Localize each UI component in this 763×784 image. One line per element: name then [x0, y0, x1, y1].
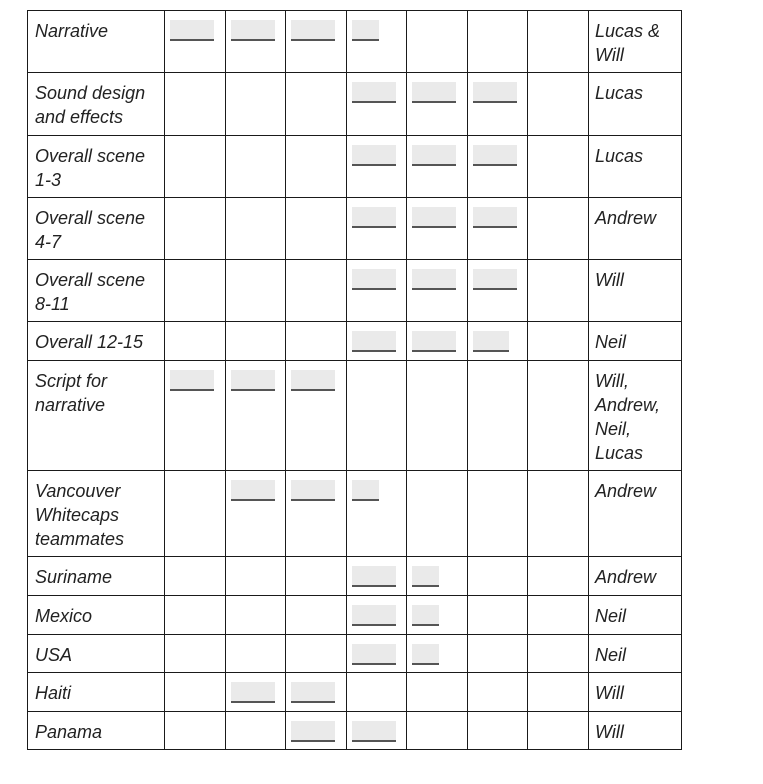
owner-cell: Lucas — [589, 73, 682, 136]
schedule-cell — [165, 198, 226, 260]
schedule-cell — [407, 260, 468, 322]
table-row — [28, 11, 682, 73]
schedule-cell — [165, 136, 226, 198]
schedule-cell — [347, 673, 407, 712]
schedule-mark — [473, 145, 517, 166]
schedule-mark — [352, 480, 379, 501]
schedule-cell — [226, 136, 286, 198]
schedule-cell — [165, 712, 226, 750]
schedule-mark — [352, 269, 396, 290]
schedule-cell — [165, 557, 226, 596]
schedule-cell — [226, 471, 286, 557]
schedule-cell — [226, 712, 286, 750]
owner-cell: Andrew — [589, 557, 682, 596]
task-name-cell: Narrative — [28, 11, 165, 73]
owner-cell: Will — [589, 673, 682, 712]
schedule-cell — [528, 712, 589, 750]
schedule-cell — [407, 198, 468, 260]
schedule-cell — [286, 260, 347, 322]
schedule-cell — [528, 260, 589, 322]
owner-cell: Neil — [589, 635, 682, 673]
schedule-cell — [226, 198, 286, 260]
schedule-mark — [412, 145, 456, 166]
schedule-cell — [528, 557, 589, 596]
schedule-cell — [468, 596, 528, 635]
schedule-cell — [468, 322, 528, 361]
task-name-cell: Suriname — [28, 557, 165, 596]
schedule-cell — [347, 557, 407, 596]
schedule-cell — [347, 596, 407, 635]
owner-cell: Neil — [589, 596, 682, 635]
schedule-mark — [352, 20, 379, 41]
schedule-mark — [291, 20, 335, 41]
schedule-mark — [352, 644, 396, 665]
schedule-cell — [528, 11, 589, 73]
schedule-cell — [528, 596, 589, 635]
schedule-mark — [352, 721, 396, 742]
task-name-cell: Haiti — [28, 673, 165, 712]
schedule-cell — [528, 673, 589, 712]
table-row — [28, 322, 682, 361]
owner-cell: Will, Andrew, Neil, Lucas — [589, 361, 682, 471]
table-row — [28, 471, 682, 557]
schedule-cell — [407, 635, 468, 673]
schedule-cell — [468, 471, 528, 557]
schedule-mark — [352, 145, 396, 166]
owner-cell: Lucas & Will — [589, 11, 682, 73]
task-name-cell: Overall scene 4-7 — [28, 198, 165, 260]
schedule-cell — [286, 673, 347, 712]
schedule-cell — [468, 635, 528, 673]
table-row — [28, 557, 682, 596]
schedule-cell — [226, 596, 286, 635]
task-schedule-table — [27, 10, 682, 750]
schedule-cell — [286, 361, 347, 471]
schedule-cell — [528, 635, 589, 673]
task-name-cell: Mexico — [28, 596, 165, 635]
schedule-mark — [231, 682, 275, 703]
table-row — [28, 260, 682, 322]
schedule-mark — [231, 370, 275, 391]
schedule-mark — [352, 566, 396, 587]
owner-cell: Neil — [589, 322, 682, 361]
task-name-cell: Panama — [28, 712, 165, 750]
schedule-cell — [286, 471, 347, 557]
schedule-cell — [165, 73, 226, 136]
owner-cell: Lucas — [589, 136, 682, 198]
table-row — [28, 73, 682, 136]
schedule-mark — [291, 721, 335, 742]
schedule-mark — [352, 207, 396, 228]
schedule-mark — [291, 370, 335, 391]
schedule-cell — [165, 11, 226, 73]
schedule-cell — [226, 260, 286, 322]
schedule-cell — [468, 260, 528, 322]
schedule-cell — [226, 673, 286, 712]
table-row — [28, 673, 682, 712]
table-row — [28, 136, 682, 198]
schedule-mark — [473, 331, 509, 352]
schedule-cell — [347, 712, 407, 750]
schedule-cell — [347, 471, 407, 557]
schedule-mark — [352, 331, 396, 352]
schedule-mark — [412, 207, 456, 228]
schedule-cell — [286, 73, 347, 136]
task-name-cell: Overall scene 1-3 — [28, 136, 165, 198]
schedule-cell — [347, 260, 407, 322]
owner-cell: Andrew — [589, 198, 682, 260]
schedule-mark — [412, 605, 439, 626]
schedule-mark — [473, 82, 517, 103]
schedule-mark — [352, 82, 396, 103]
schedule-cell — [468, 11, 528, 73]
schedule-mark — [412, 269, 456, 290]
schedule-cell — [347, 198, 407, 260]
schedule-cell — [468, 73, 528, 136]
schedule-cell — [226, 635, 286, 673]
schedule-mark — [352, 605, 396, 626]
table-row — [28, 635, 682, 673]
schedule-cell — [226, 557, 286, 596]
schedule-mark — [412, 566, 439, 587]
schedule-cell — [286, 596, 347, 635]
schedule-cell — [226, 322, 286, 361]
schedule-cell — [165, 322, 226, 361]
schedule-mark — [170, 370, 214, 391]
owner-cell: Will — [589, 260, 682, 322]
schedule-cell — [528, 73, 589, 136]
task-name-cell: Vancouver Whitecaps teammates — [28, 471, 165, 557]
schedule-mark — [291, 682, 335, 703]
schedule-cell — [165, 635, 226, 673]
schedule-mark — [473, 207, 517, 228]
schedule-cell — [165, 471, 226, 557]
schedule-cell — [528, 136, 589, 198]
schedule-cell — [165, 260, 226, 322]
task-name-cell: Script for narrative — [28, 361, 165, 471]
task-name-cell: Overall scene 8-11 — [28, 260, 165, 322]
schedule-cell — [528, 322, 589, 361]
schedule-cell — [468, 198, 528, 260]
schedule-cell — [286, 322, 347, 361]
schedule-cell — [407, 557, 468, 596]
schedule-cell — [468, 712, 528, 750]
schedule-cell — [286, 712, 347, 750]
schedule-cell — [407, 322, 468, 361]
schedule-cell — [528, 198, 589, 260]
schedule-cell — [347, 136, 407, 198]
schedule-mark — [412, 82, 456, 103]
schedule-cell — [407, 73, 468, 136]
schedule-cell — [286, 198, 347, 260]
schedule-cell — [286, 11, 347, 73]
schedule-cell — [468, 136, 528, 198]
schedule-cell — [347, 322, 407, 361]
schedule-mark — [231, 20, 275, 41]
schedule-cell — [347, 361, 407, 471]
schedule-mark — [412, 331, 456, 352]
schedule-cell — [286, 635, 347, 673]
schedule-cell — [407, 136, 468, 198]
schedule-cell — [407, 361, 468, 471]
table-row — [28, 712, 682, 750]
schedule-cell — [407, 673, 468, 712]
schedule-cell — [226, 73, 286, 136]
schedule-cell — [347, 635, 407, 673]
schedule-mark — [412, 644, 439, 665]
schedule-cell — [468, 557, 528, 596]
schedule-cell — [468, 361, 528, 471]
schedule-cell — [407, 712, 468, 750]
task-name-cell: Sound design and effects — [28, 73, 165, 136]
schedule-cell — [226, 11, 286, 73]
schedule-cell — [347, 73, 407, 136]
schedule-cell — [165, 673, 226, 712]
task-name-cell: USA — [28, 635, 165, 673]
schedule-cell — [407, 596, 468, 635]
schedule-mark — [231, 480, 275, 501]
schedule-cell — [528, 471, 589, 557]
schedule-cell — [347, 11, 407, 73]
schedule-mark — [170, 20, 214, 41]
owner-cell: Andrew — [589, 471, 682, 557]
schedule-cell — [528, 361, 589, 471]
owner-cell: Will — [589, 712, 682, 750]
schedule-cell — [407, 11, 468, 73]
schedule-mark — [473, 269, 517, 290]
schedule-cell — [165, 361, 226, 471]
schedule-cell — [226, 361, 286, 471]
schedule-cell — [407, 471, 468, 557]
table-row — [28, 198, 682, 260]
table-row — [28, 596, 682, 635]
task-name-cell: Overall 12-15 — [28, 322, 165, 361]
table-row — [28, 361, 682, 471]
schedule-mark — [291, 480, 335, 501]
schedule-cell — [286, 557, 347, 596]
schedule-cell — [468, 673, 528, 712]
schedule-cell — [165, 596, 226, 635]
schedule-cell — [286, 136, 347, 198]
